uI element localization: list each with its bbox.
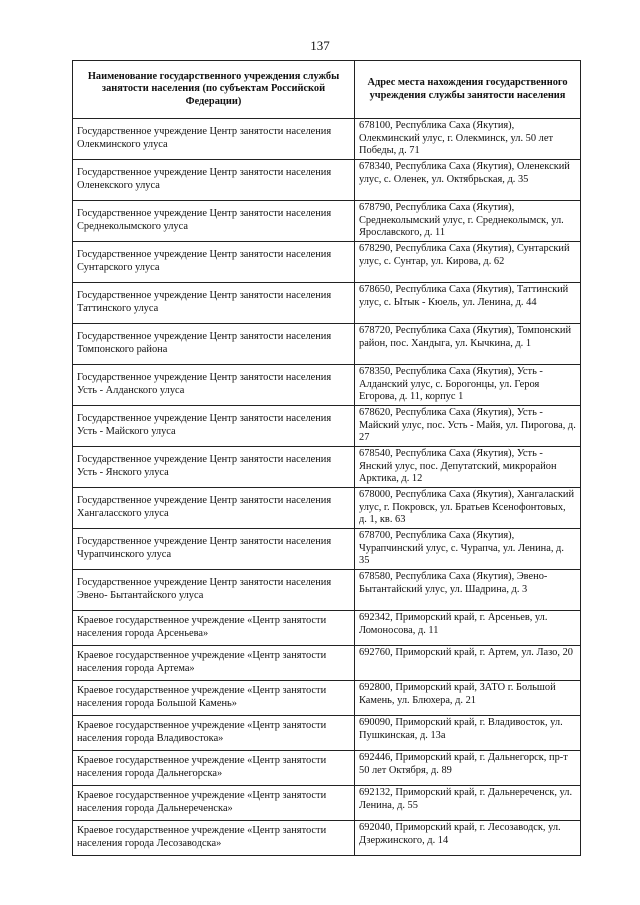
table-row	[73, 716, 581, 751]
institution-name-cell: Краевое государственное учреждение «Центр занятости населения города Артема»	[73, 646, 355, 681]
table-row	[73, 821, 581, 856]
header-institution-name: Наименование государственного учреждения службы занятости населения (по субъектам Российской Федерации)	[73, 61, 355, 119]
table-row	[73, 447, 581, 488]
institutions-table	[72, 60, 581, 856]
institution-name-cell: Государственное учреждение Центр занятости населения Среднеколымского улуса	[73, 201, 355, 242]
table-row	[73, 646, 581, 681]
table-row	[73, 119, 581, 160]
institution-name-cell: Краевое государственное учреждение «Центр занятости населения города Большой Камень»	[73, 681, 355, 716]
institution-address-cell: 690090, Приморский край, г. Владивосток, ул. Пушкинская, д. 13а	[355, 716, 581, 751]
institution-name-cell: Государственное учреждение Центр занятости населения Олекминского улуса	[73, 119, 355, 160]
institution-name-cell: Краевое государственное учреждение «Центр занятости населения города Владивостока»	[73, 716, 355, 751]
institution-name-cell: Краевое государственное учреждение «Центр занятости населения города Дальнереченска»	[73, 786, 355, 821]
table-row	[73, 283, 581, 324]
institution-address-cell: 678000, Республика Саха (Якутия), Хангалаский улус, г. Покровск, ул. Братьев Ксенофонтовых, д. 1, кв. 63	[355, 488, 581, 529]
institution-name-cell: Государственное учреждение Центр занятости населения Усть - Алданского улуса	[73, 365, 355, 406]
table-row	[73, 529, 581, 570]
table-row	[73, 160, 581, 201]
institution-name-cell: Краевое государственное учреждение «Центр занятости населения города Лесозаводска»	[73, 821, 355, 856]
institution-address-cell: 692132, Приморский край, г. Дальнереченск, ул. Ленина, д. 55	[355, 786, 581, 821]
institution-address-cell: 678620, Республика Саха (Якутия), Усть - Майский улус, пос. Усть - Майя, ул. Пирогова, д. 27	[355, 406, 581, 447]
table-row	[73, 681, 581, 716]
institution-name-cell: Государственное учреждение Центр занятости населения Таттинского улуса	[73, 283, 355, 324]
institution-address-cell: 678720, Республика Саха (Якутия), Томпонский район, пос. Хандыга, ул. Кычкина, д. 1	[355, 324, 581, 365]
institution-address-cell: 678340, Республика Саха (Якутия), Оленекский улус, с. Оленек, ул. Октябрьская, д. 35	[355, 160, 581, 201]
table-row	[73, 201, 581, 242]
institution-address-cell: 678290, Республика Саха (Якутия), Сунтарский улус, с. Сунтар, ул. Кирова, д. 62	[355, 242, 581, 283]
institution-address-cell: 678100, Республика Саха (Якутия), Олекминский улус, г. Олекминск, ул. 50 лет Победы, д. 71	[355, 119, 581, 160]
table-header-row	[73, 61, 581, 119]
institution-name-cell: Государственное учреждение Центр занятости населения Оленекского улуса	[73, 160, 355, 201]
institution-name-cell: Краевое государственное учреждение «Центр занятости населения города Арсеньева»	[73, 611, 355, 646]
table-row	[73, 406, 581, 447]
table-row	[73, 365, 581, 406]
institution-name-cell: Государственное учреждение Центр занятости населения Усть - Майского улуса	[73, 406, 355, 447]
table-row	[73, 611, 581, 646]
institution-name-cell: Государственное учреждение Центр занятости населения Хангаласского улуса	[73, 488, 355, 529]
page-number: 137	[310, 38, 330, 53]
header-institution-address: Адрес места нахождения государственного учреждения службы занятости населения	[355, 61, 581, 119]
institution-address-cell: 678350, Республика Саха (Якутия), Усть - Алданский улус, с. Борогонцы, ул. Героя Егорова, д. 11, корпус 1	[355, 365, 581, 406]
institution-address-cell: 692342, Приморский край, г. Арсеньев, ул. Ломоносова, д. 11	[355, 611, 581, 646]
institution-address-cell: 678650, Республика Саха (Якутия), Таттинский улус, с. Ытык - Кюель, ул. Ленина, д. 44	[355, 283, 581, 324]
institution-address-cell: 678540, Республика Саха (Якутия), Усть - Янский улус, пос. Депутатский, микрорайон Арктика, д. 12	[355, 447, 581, 488]
table-row	[73, 242, 581, 283]
institution-name-cell: Государственное учреждение Центр занятости населения Сунтарского улуса	[73, 242, 355, 283]
table-row	[73, 488, 581, 529]
institution-name-cell: Государственное учреждение Центр занятости населения Усть - Янского улуса	[73, 447, 355, 488]
institution-name-cell: Краевое государственное учреждение «Центр занятости населения города Дальнегорска»	[73, 751, 355, 786]
institution-address-cell: 692760, Приморский край, г. Артем, ул. Лазо, 20	[355, 646, 581, 681]
institution-address-cell: 692800, Приморский край, ЗАТО г. Большой Камень, ул. Блюхера, д. 21	[355, 681, 581, 716]
table-row	[73, 751, 581, 786]
table-row	[73, 570, 581, 611]
institution-address-cell: 692446, Приморский край, г. Дальнегорск, пр-т 50 лет Октября, д. 89	[355, 751, 581, 786]
table-row	[73, 324, 581, 365]
institution-address-cell: 678580, Республика Саха (Якутия), Эвено-Бытантайский улус, ул. Шадрина, д. 3	[355, 570, 581, 611]
institution-name-cell: Государственное учреждение Центр занятости населения Эвено- Бытантайского улуса	[73, 570, 355, 611]
institution-address-cell: 678700, Республика Саха (Якутия), Чурапчинский улус, с. Чурапча, ул. Ленина, д. 35	[355, 529, 581, 570]
institution-name-cell: Государственное учреждение Центр занятости населения Томпонского района	[73, 324, 355, 365]
institution-name-cell: Государственное учреждение Центр занятости населения Чурапчинского улуса	[73, 529, 355, 570]
table-row	[73, 786, 581, 821]
institution-address-cell: 692040, Приморский край, г. Лесозаводск, ул. Дзержинского, д. 14	[355, 821, 581, 856]
institution-address-cell: 678790, Республика Саха (Якутия), Среднеколымский улус, г. Среднеколымск, ул. Ярославского, д. 11	[355, 201, 581, 242]
